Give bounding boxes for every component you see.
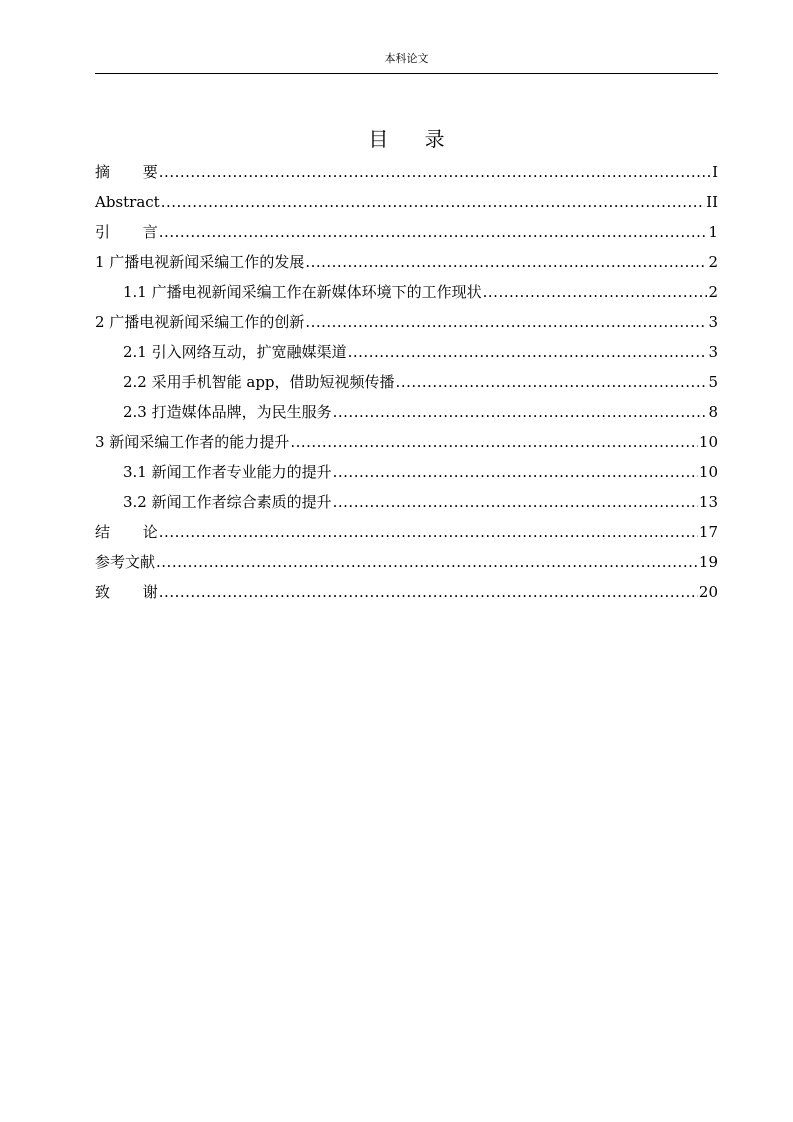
toc-entry-page: 3: [708, 343, 718, 361]
toc-entry-page: 1: [708, 223, 718, 241]
toc-leader-dots: [159, 577, 698, 607]
toc-leader-dots: [161, 187, 705, 217]
toc-entry[interactable]: [95, 577, 718, 607]
toc-leader-dots: [159, 517, 698, 547]
toc-entry-label: 2.2 采用手机智能 app，借助短视频传播: [123, 373, 395, 391]
toc-leader-dots: [305, 307, 707, 337]
toc-entry-page: 3: [708, 313, 718, 331]
toc-leader-dots: [348, 337, 708, 367]
toc-leader-dots: [483, 277, 708, 307]
toc-leader-dots: [305, 247, 707, 277]
toc-entry[interactable]: [95, 397, 718, 427]
toc-entry[interactable]: [95, 277, 718, 307]
page-header: 本科论文: [384, 52, 429, 65]
toc-entry-page: 2: [708, 283, 718, 301]
toc-entry[interactable]: [95, 307, 718, 337]
toc-entry[interactable]: [95, 367, 718, 397]
toc-entry[interactable]: [95, 487, 718, 517]
toc-entry-label: 1 广播电视新闻采编工作的发展: [95, 253, 305, 271]
toc-entry-page: 13: [698, 493, 718, 511]
toc-entry[interactable]: [95, 457, 718, 487]
toc-entry-label: 3.1 新闻工作者专业能力的提升: [123, 463, 332, 481]
toc-entry-page: 2: [708, 253, 718, 271]
toc-entry-page: II: [706, 193, 718, 211]
toc-leader-dots: [333, 397, 708, 427]
toc-entry-page: 8: [708, 403, 718, 421]
toc-entry-page: I: [712, 163, 718, 181]
toc-entry-label: Abstract: [95, 193, 160, 211]
toc-entry-label: 2.3 打造媒体品牌，为民生服务: [123, 403, 332, 421]
toc-entry-page: 10: [698, 433, 718, 451]
toc-leader-dots: [290, 427, 698, 457]
toc-entry[interactable]: [95, 217, 718, 247]
toc-entry-page: 20: [698, 583, 718, 601]
toc-entry-label: 结 论: [95, 523, 158, 541]
toc-entry[interactable]: [95, 247, 718, 277]
toc-entry-label: 3 新闻采编工作者的能力提升: [95, 433, 290, 451]
toc-leader-dots: [333, 487, 698, 517]
toc-entry[interactable]: [95, 187, 718, 217]
toc-entry-label: 摘 要: [95, 163, 158, 181]
toc-entry-page: 10: [698, 463, 718, 481]
toc-entry-label: 致 谢: [95, 583, 158, 601]
toc-entry[interactable]: [95, 427, 718, 457]
toc-entry-page: 17: [698, 523, 718, 541]
toc-entry-page: 19: [698, 553, 718, 571]
toc-leader-dots: [333, 457, 698, 487]
toc-leader-dots: [159, 157, 711, 187]
toc-entry-label: 2 广播电视新闻采编工作的创新: [95, 313, 305, 331]
toc-leader-dots: [159, 217, 708, 247]
toc-leader-dots: [396, 367, 708, 397]
toc-entry-label: 1.1 广播电视新闻采编工作在新媒体环境下的工作现状: [123, 283, 482, 301]
toc-entry-label: 参考文献: [95, 553, 156, 571]
toc-entry[interactable]: [95, 337, 718, 367]
toc-entry-label: 3.2 新闻工作者综合素质的提升: [123, 493, 332, 511]
toc-entry[interactable]: [95, 547, 718, 577]
toc-entry-label: 2.1 引入网络互动，扩宽融媒渠道: [123, 343, 347, 361]
table-of-contents: [95, 157, 718, 607]
toc-entry[interactable]: [95, 157, 718, 187]
toc-title: 目 录: [368, 127, 445, 151]
header-rule: [95, 73, 718, 74]
toc-entry-label: 引 言: [95, 223, 158, 241]
toc-entry[interactable]: [95, 517, 718, 547]
toc-entry-page: 5: [708, 373, 718, 391]
toc-leader-dots: [156, 547, 698, 577]
